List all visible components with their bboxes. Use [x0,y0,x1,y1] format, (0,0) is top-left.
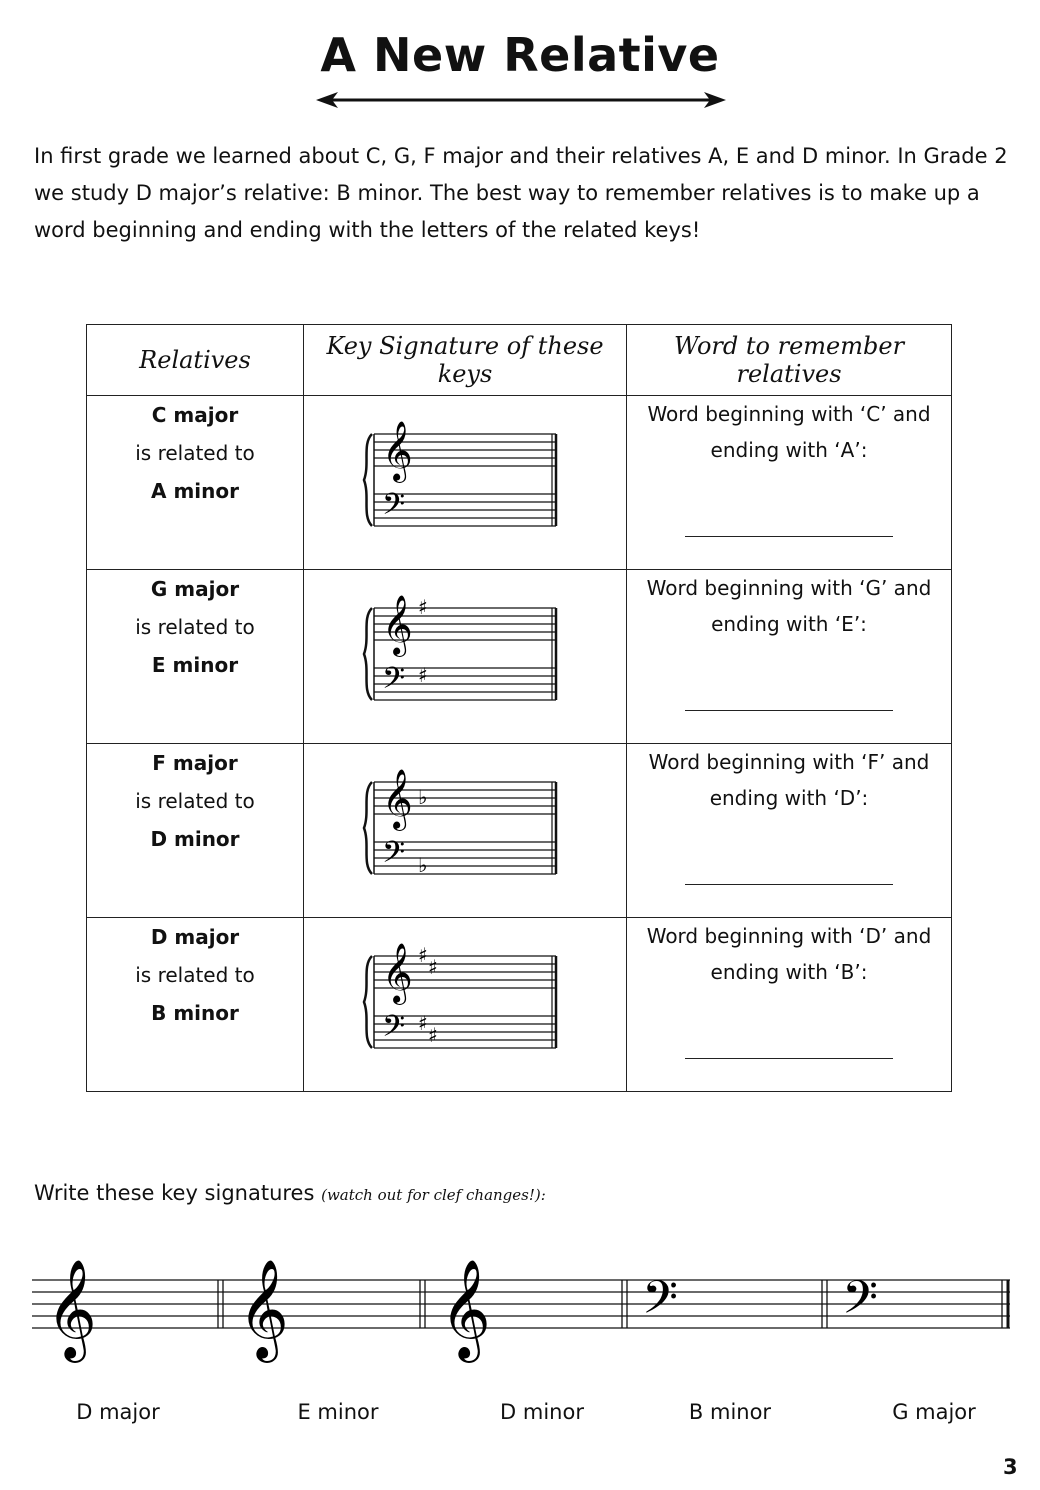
treble-clef-icon: 𝄞 [46,1259,97,1359]
sharp-icon: ♯ [418,595,428,619]
treble-clef-icon: 𝄞 [238,1259,289,1359]
treble-clef-icon: 𝄞 [382,595,413,655]
answer-line[interactable] [685,710,893,711]
sharp-icon: ♯ [418,943,428,967]
bass-clef-icon: 𝄢 [382,1010,406,1051]
relatives-cell [87,570,304,744]
page-title: A New Relative [320,28,720,82]
table-row [87,918,952,1092]
table-row [87,744,952,918]
word-prompt: Word beginning with ‘C’ and ending with ‘A’: [647,402,931,462]
bass-clef-icon: 𝄢 [382,488,406,529]
sharp-icon: ♯ [428,1023,438,1047]
table-header-row [87,325,952,396]
relatives-cell [87,918,304,1092]
key-signature-cell [304,744,627,918]
brace-icon [364,434,372,526]
related-text: is related to [135,789,255,813]
treble-clef-icon: 𝄞 [382,421,413,481]
exercise-staff[interactable] [30,1248,1015,1363]
major-key: C major [151,403,239,427]
double-arrow-icon [316,88,726,112]
grand-staff [360,586,570,726]
answer-line[interactable] [685,536,893,537]
exercise-note: (watch out for clef changes!): [321,1186,546,1204]
relatives-cell [87,744,304,918]
key-signature-cell [304,918,627,1092]
word-prompt: Word beginning with ‘F’ and ending with ‘D’: [648,750,930,810]
key-label: B minor [688,1400,772,1424]
exercise-label-text: Write these key signatures [34,1181,315,1205]
header-word: Word to remember relatives [627,325,952,396]
related-text: is related to [135,615,255,639]
answer-line[interactable] [685,1058,893,1059]
treble-clef-icon: 𝄞 [440,1259,491,1359]
sharp-icon: ♯ [428,955,438,979]
table-row [87,396,952,570]
word-cell [627,570,952,744]
word-cell [627,396,952,570]
bass-clef-icon: 𝄢 [842,1271,879,1336]
minor-key: A minor [151,479,239,503]
minor-key: E minor [151,653,239,677]
relatives-table [86,324,952,1092]
brace-icon [364,782,372,874]
header-key-signature: Key Signature of these keys [304,325,627,396]
key-label: D minor [500,1400,584,1424]
minor-key: B minor [151,1001,239,1025]
major-key: G major [150,577,240,601]
brace-icon [364,608,372,700]
sharp-icon: ♯ [418,663,428,687]
sharp-icon: ♯ [418,1011,428,1035]
bass-clef-icon: 𝄢 [642,1271,679,1336]
flat-icon: ♭ [418,853,428,877]
page-number: 3 [1003,1455,1018,1479]
major-key: F major [152,751,238,775]
bass-clef-icon: 𝄢 [382,662,406,703]
minor-key: D minor [150,827,240,851]
key-label: E minor [297,1400,379,1424]
answer-line[interactable] [685,884,893,885]
key-label: D major [76,1400,160,1424]
word-cell [627,744,952,918]
brace-icon [364,956,372,1048]
grand-staff [360,412,570,552]
key-signature-cell [304,396,627,570]
treble-clef-icon: 𝄞 [382,769,413,829]
treble-clef-icon: 𝄞 [382,943,413,1003]
word-cell [627,918,952,1092]
grand-staff [360,934,570,1074]
word-prompt: Word beginning with ‘D’ and ending with ‘B’: [646,924,932,984]
bass-clef-icon: 𝄢 [382,836,406,877]
related-text: is related to [135,441,255,465]
key-label: G major [892,1400,976,1424]
exercise-instructions [34,1181,546,1205]
major-key: D major [150,925,240,949]
relatives-cell [87,396,304,570]
key-signature-cell [304,570,627,744]
word-prompt: Word beginning with ‘G’ and ending with ‘E’: [646,576,932,636]
table-row [87,570,952,744]
header-relatives: Relatives [87,325,304,396]
flat-icon: ♭ [418,785,428,809]
grand-staff [360,760,570,900]
related-text: is related to [135,963,255,987]
intro-paragraph: In first grade we learned about C, G, F major and their relatives A, E and D minor. In Grade 2 we study D major’s relative: B minor. The best way to remember relatives is to make up a word beginning and ending with the letters of the related keys! [34,144,1008,242]
